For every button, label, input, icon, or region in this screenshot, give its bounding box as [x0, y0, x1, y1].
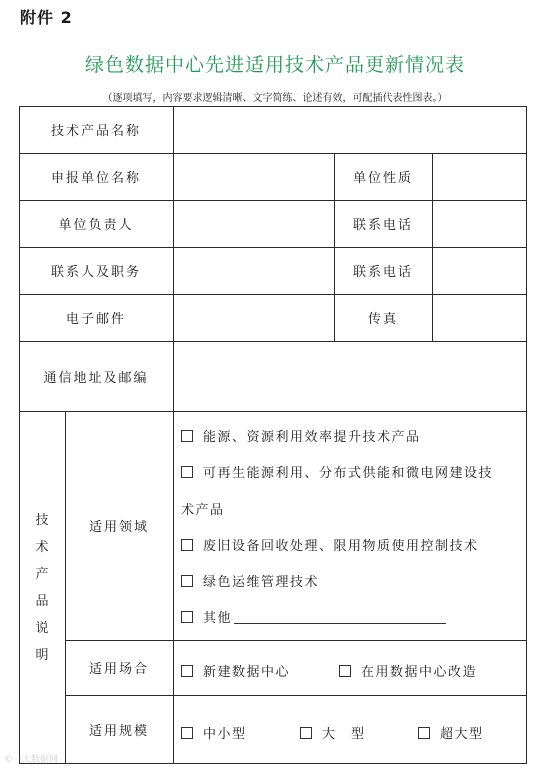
option-label-continued: 术产品: [181, 503, 225, 518]
domain-option-green-ops[interactable]: [181, 571, 319, 590]
scale-option-xlarge[interactable]: [418, 723, 484, 742]
domain-option-other[interactable]: [181, 607, 446, 626]
scenario-option-new[interactable]: [181, 661, 290, 680]
domain-option-energy[interactable]: [181, 426, 421, 445]
label-contact: 联系人及职务: [50, 265, 141, 280]
vertical-char: 技: [35, 513, 49, 528]
option-label: 新建数据中心: [203, 665, 291, 680]
checkbox[interactable]: [300, 727, 312, 739]
label-applicant: 申报单位名称: [50, 171, 141, 186]
domain-option-renewable[interactable]: [181, 462, 493, 481]
vertical-char: 术: [35, 540, 49, 555]
watermark: ©一大数据网: [4, 755, 59, 765]
option-label: 能源、资源利用效率提升技术产品: [203, 430, 421, 445]
col-divider: [173, 411, 174, 764]
label-phone-1: 联系电话: [352, 218, 413, 233]
label-fax: 传真: [367, 312, 398, 327]
checkbox[interactable]: [339, 665, 351, 677]
label-address: 通信地址及邮编: [43, 370, 149, 386]
other-input-line[interactable]: [234, 610, 446, 624]
checkbox[interactable]: [181, 539, 193, 551]
label-scenario: 适用场合: [88, 662, 149, 677]
option-label: 超大型: [440, 727, 484, 742]
col-divider: [173, 106, 174, 411]
checkbox[interactable]: [181, 430, 193, 442]
col-divider: [432, 153, 433, 341]
vertical-char: 说: [35, 621, 49, 636]
label-domain: 适用领域: [88, 520, 149, 535]
attachment-label: 附件 2: [20, 8, 73, 27]
checkbox[interactable]: [418, 727, 430, 739]
checkbox[interactable]: [181, 727, 193, 739]
label-phone-2: 联系电话: [352, 265, 413, 280]
form-title: 绿色数据中心先进适用技术产品更新情况表: [84, 54, 465, 76]
option-label: 其他: [203, 611, 233, 626]
checkbox[interactable]: [181, 665, 193, 677]
label-unit-head: 单位负责人: [58, 218, 134, 233]
vertical-char: 品: [35, 594, 49, 609]
form-note: （逐项填写，内容要求逻辑清晰、文字简练、论述有效，可配插代表性图表。）: [102, 93, 448, 104]
scenario-option-retrofit[interactable]: [339, 661, 477, 680]
scale-option-small[interactable]: [181, 723, 247, 742]
option-label: 绿色运维管理技术: [203, 575, 320, 590]
option-label: 中小型: [203, 727, 247, 742]
checkbox[interactable]: [181, 466, 193, 478]
label-email: 电子邮件: [65, 312, 126, 327]
option-label: 大 型: [322, 727, 366, 742]
option-label: 在用数据中心改造: [361, 665, 478, 680]
vertical-char: 明: [35, 648, 49, 663]
checkbox[interactable]: [181, 575, 193, 587]
checkbox[interactable]: [181, 611, 193, 623]
scale-option-large[interactable]: [300, 723, 366, 742]
label-scale: 适用规模: [88, 724, 149, 739]
label-unit-nature: 单位性质: [352, 171, 413, 186]
label-product-name: 技术产品名称: [50, 124, 141, 139]
product-description-label: [19, 412, 65, 764]
option-label: 废旧设备回收处理、限用物质使用控制技术: [203, 539, 479, 554]
option-label: 可再生能源利用、分布式供能和微电网建设技: [203, 466, 494, 481]
domain-option-recycling[interactable]: [181, 535, 479, 554]
vertical-char: 产: [35, 567, 49, 582]
